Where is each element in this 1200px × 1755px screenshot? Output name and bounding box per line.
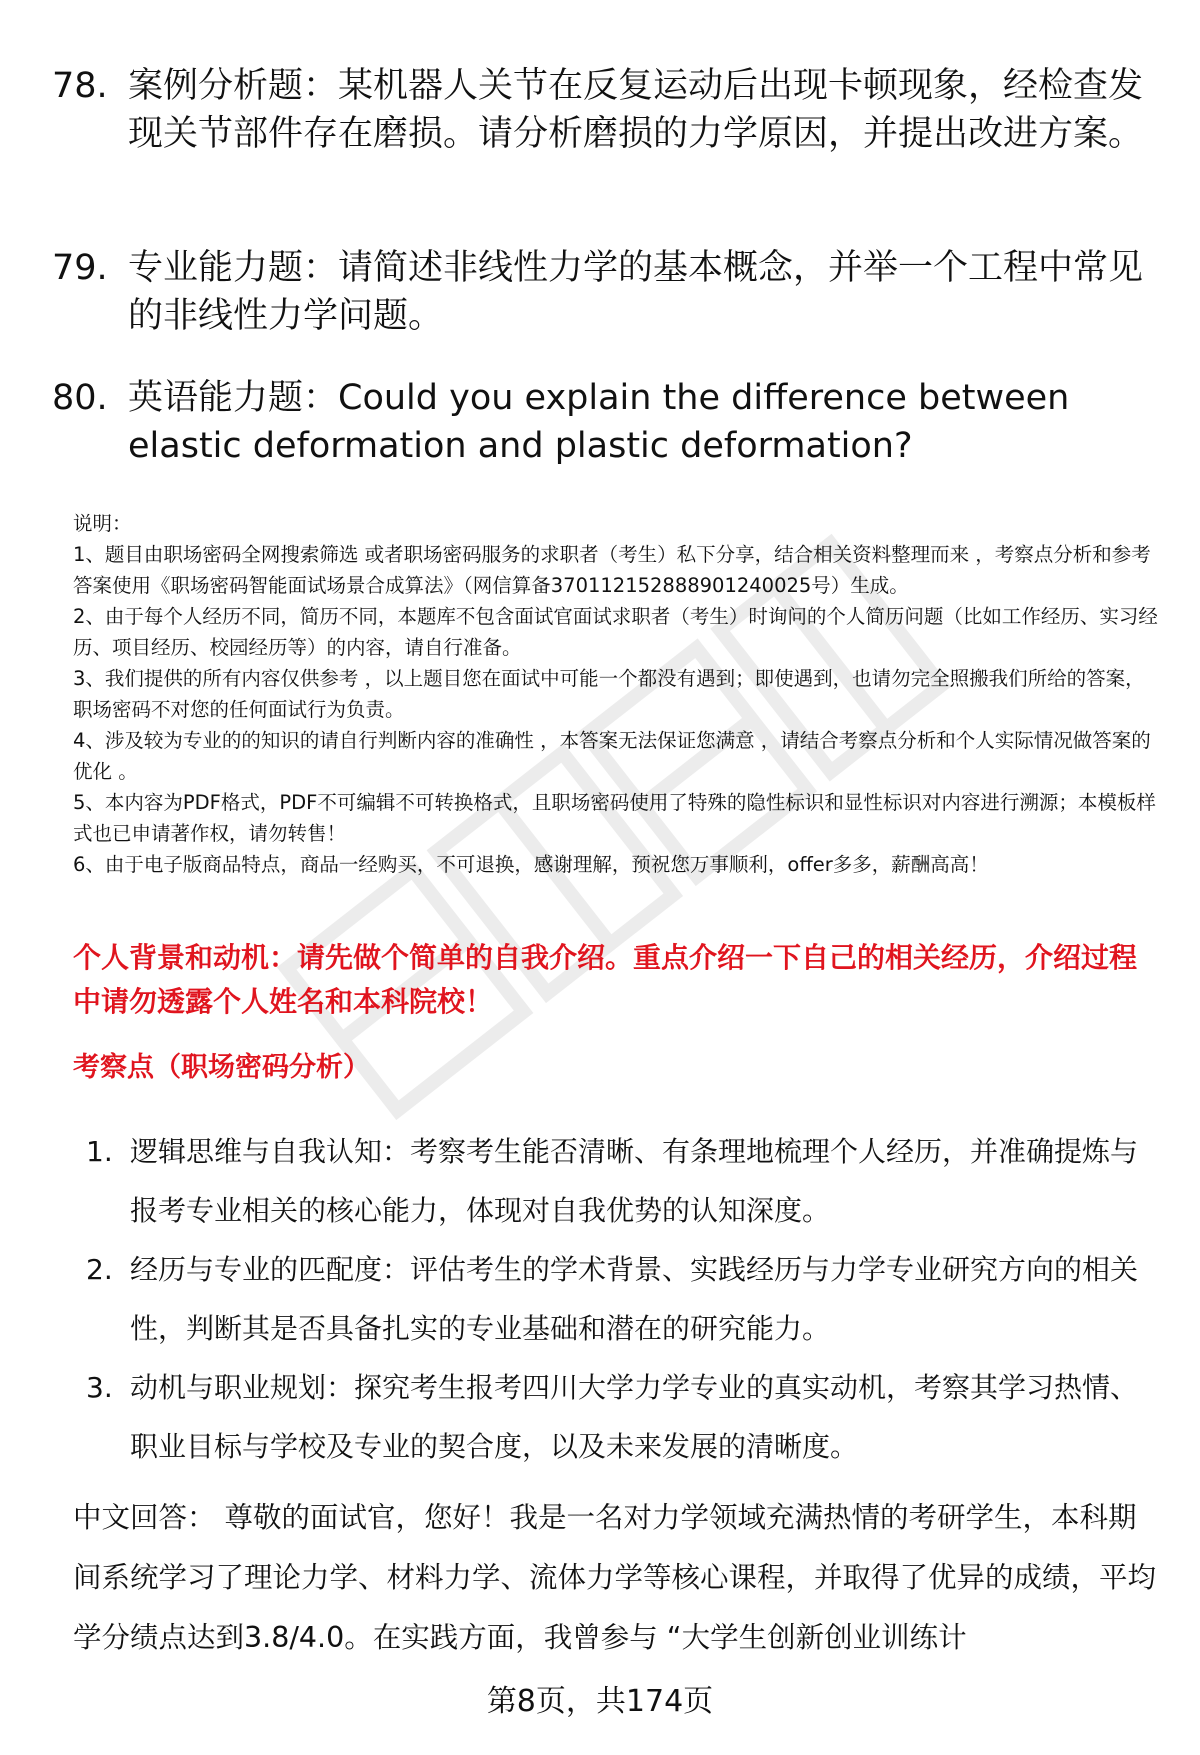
note-line: 6、由于电子版商品特点，商品一经购买，不可退换，感谢理解，预祝您万事顺利，offer多多，薪酬高高！ [73, 853, 989, 876]
note-line: 4、涉及较为专业的的知识的请自行判断内容的准确性 ，本答案无法保证您满意 ，请结合考察点分析和个人实际情况做答案的优化 。 [73, 729, 1151, 783]
question-text: 英语能力题：Could you explain the difference between elastic deformation and plastic deformation? [128, 378, 1070, 466]
point-number: 3. [86, 1371, 113, 1404]
point-text: 动机与职业规划：探究考生报考四川大学力学专业的真实动机，考察其学习热情、职业目标与学校及专业的契合度，以及未来发展的清晰度。 [130, 1371, 1139, 1463]
answer-text: 中文回答： 尊敬的面试官，您好！我是一名对力学领域充满热情的考研学生，本科期间系统学习了理论力学、材料力学、流体力学等核心课程，并取得了优异的成绩，平均学分绩点达到3.8/4.0。在实践方面，我曾参与 “大学生创新创业训练计 [73, 1501, 1157, 1654]
section-points-title: 考察点（职场密码分析） [73, 1052, 370, 1083]
question-number: 79. [52, 248, 108, 288]
list-item [86, 1122, 1161, 1240]
list-item [86, 1358, 1161, 1476]
note-line: 5、本内容为PDF格式，PDF不可编辑不可转换格式，且职场密码使用了特殊的隐性标识和显性标识对内容进行溯源；本模板样式也已申请著作权，请勿转售！ [73, 791, 1156, 845]
question-78 [52, 62, 1152, 158]
section-question-heading: 个人背景和动机：请先做个简单的自我介绍。重点介绍一下自己的相关经历，介绍过程中请勿透露个人姓名和本科院校！ [73, 941, 1138, 1018]
question-text: 案例分析题：某机器人关节在反复运动后出现卡顿现象，经检查发现关节部件存在磨损。请分析磨损的力学原因，并提出改进方案。 [128, 66, 1144, 154]
note-line: 1、题目由职场密码全网搜索筛选 或者职场密码服务的求职者（考生）私下分享，结合相关资料整理而来 ，考察点分析和参考答案使用《职场密码智能面试场景合成算法》（网信算备370112152888901240025号）生成。 [73, 543, 1151, 597]
question-number: 78. [52, 66, 108, 106]
note-line: 2、由于每个人经历不同，简历不同，本题库不包含面试官面试求职者（考生）时询问的个人简历问题（比如工作经历、实习经历、项目经历、校园经历等）的内容，请自行准备。 [73, 605, 1158, 659]
question-79 [52, 244, 1152, 340]
notes-title: 说明： [73, 512, 132, 535]
note-line: 3、我们提供的所有内容仅供参考 ，以上题目您在面试中可能一个都没有遇到；即使遇到，也请勿完全照搬我们所给的答案，职场密码不对您的任何面试行为负责。 [73, 667, 1145, 721]
point-text: 经历与专业的匹配度：评估考生的学术背景、实践经历与力学专业研究方向的相关性，判断其是否具备扎实的专业基础和潜在的研究能力。 [130, 1253, 1139, 1345]
question-number: 80. [52, 378, 108, 418]
point-number: 2. [86, 1253, 113, 1286]
question-80 [52, 374, 1152, 470]
point-number: 1. [86, 1135, 113, 1168]
points-list [86, 1122, 1161, 1476]
page-number: 第8页，共174页 [486, 1684, 714, 1719]
list-item [86, 1240, 1161, 1358]
question-text: 专业能力题：请简述非线性力学的基本概念，并举一个工程中常见的非线性力学问题。 [128, 248, 1144, 336]
point-text: 逻辑思维与自我认知：考察考生能否清晰、有条理地梳理个人经历，并准确提炼与报考专业相关的核心能力，体现对自我优势的认知深度。 [130, 1135, 1139, 1227]
notes-block [73, 508, 1158, 880]
